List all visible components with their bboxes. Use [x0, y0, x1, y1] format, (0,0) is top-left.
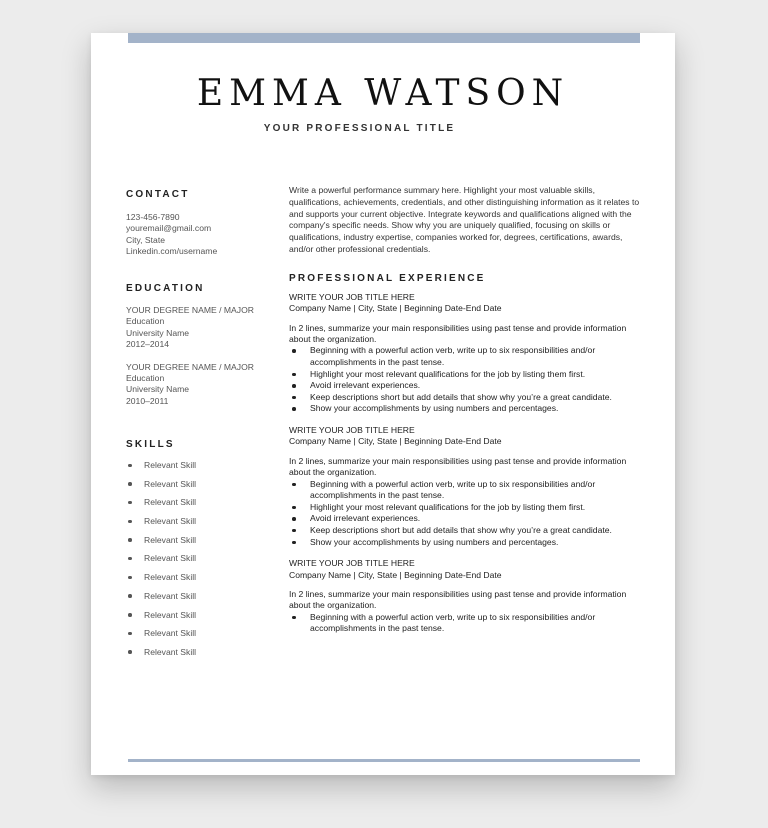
job-entry — [289, 292, 649, 415]
skill-item: Relevant Skill — [126, 497, 276, 516]
experience-heading: PROFESSIONAL EXPERIENCE — [289, 272, 486, 284]
job-bullets — [289, 612, 649, 635]
job-entry — [289, 425, 649, 548]
job-description: In 2 lines, summarize your main responsibilities using past tense and provide information about the organization. — [289, 588, 627, 611]
skill-item: Relevant Skill — [126, 516, 276, 535]
right-column — [289, 185, 649, 645]
skills-list — [126, 460, 276, 666]
skill-item: Relevant Skill — [126, 535, 276, 554]
job-bullet: Highlight your most relevant qualifications for the job by listing them first. — [289, 502, 649, 514]
skill-item: Relevant Skill — [126, 647, 276, 666]
job-entry — [289, 558, 649, 635]
job-bullet: Highlight your most relevant qualifications for the job by listing them first. — [289, 369, 649, 381]
skills-heading: SKILLS — [126, 439, 175, 450]
job-meta: Company Name | City, State | Beginning Date-End Date — [289, 569, 502, 580]
education-heading: EDUCATION — [126, 283, 205, 294]
skill-item: Relevant Skill — [126, 572, 276, 591]
bottom-accent-rule — [128, 759, 640, 762]
resume-name: EMMA WATSON — [196, 73, 570, 114]
resume-page — [91, 33, 675, 775]
job-bullet: Show your accomplishments by using numbers and percentages. — [289, 537, 649, 549]
skill-item: Relevant Skill — [126, 610, 276, 629]
performance-summary: Write a powerful performance summary here. Highlight your most valuable skills, qualifications, achievements, credentials, and other distinguishing information as it relates to and supports your current objective. Integrate keywords and qualifications aligned with the company's specific needs. Show why you are uniquely qualified, focusing on skills or qualifications, industry expertise, companies worked for, degrees, certifications, awards, and/or other professional credentials. — [289, 185, 640, 254]
job-meta: Company Name | City, State | Beginning Date-End Date — [289, 436, 502, 447]
contact-details — [126, 212, 276, 258]
job-title: WRITE YOUR JOB TITLE HERE — [289, 424, 415, 435]
job-bullet: Avoid irrelevant experiences. — [289, 380, 649, 392]
skills-section — [126, 439, 276, 666]
education-years: 2010–2011 — [126, 395, 169, 406]
job-bullet: Keep descriptions short but add details that show why you’re a great candidate. — [289, 525, 649, 537]
skill-item: Relevant Skill — [126, 591, 276, 610]
degree-name: YOUR DEGREE NAME / MAJOR — [126, 305, 254, 315]
education-entry — [126, 362, 276, 408]
job-bullet: Avoid irrelevant experiences. — [289, 513, 649, 525]
contact-email: youremail@gmail.com — [126, 223, 212, 234]
education-years: 2012–2014 — [126, 339, 170, 350]
contact-linkedin: Linkedin.com/username — [126, 246, 218, 257]
job-title: WRITE YOUR JOB TITLE HERE — [289, 558, 415, 569]
contact-phone: 123-456-7890 — [126, 212, 180, 222]
education-type: Education — [126, 373, 165, 384]
job-title: WRITE YOUR JOB TITLE HERE — [289, 291, 415, 302]
university-name: University Name — [126, 384, 190, 395]
job-bullets — [289, 345, 649, 415]
skill-item: Relevant Skill — [126, 628, 276, 647]
job-bullet: Beginning with a powerful action verb, write up to six responsibilities and/or accomplishments in the past tense. — [289, 479, 649, 502]
job-bullet: Keep descriptions short but add details that show why you’re a great candidate. — [289, 392, 649, 404]
contact-location: City, State — [126, 234, 166, 245]
education-list — [126, 305, 276, 407]
contact-heading: CONTACT — [126, 189, 190, 200]
skill-item: Relevant Skill — [126, 460, 276, 479]
education-type: Education — [126, 316, 165, 327]
professional-title: YOUR PROFESSIONAL TITLE — [263, 123, 456, 134]
job-bullet: Show your accomplishments by using numbers and percentages. — [289, 403, 649, 415]
job-description: In 2 lines, summarize your main responsibilities using past tense and provide information about the organization. — [289, 455, 627, 478]
skill-item: Relevant Skill — [126, 553, 276, 572]
job-bullets — [289, 479, 649, 549]
experience-list — [289, 292, 649, 635]
degree-name: YOUR DEGREE NAME / MAJOR — [126, 361, 254, 372]
job-meta: Company Name | City, State | Beginning Date-End Date — [289, 303, 502, 314]
university-name: University Name — [126, 327, 190, 338]
job-bullet: Beginning with a powerful action verb, write up to six responsibilities and/or accomplishments in the past tense. — [289, 345, 649, 368]
education-section — [126, 283, 276, 407]
job-bullet: Beginning with a powerful action verb, write up to six responsibilities and/or accomplishments in the past tense. — [289, 612, 649, 635]
contact-section — [126, 189, 276, 258]
skill-item: Relevant Skill — [126, 479, 276, 498]
top-accent-bar — [128, 33, 640, 43]
education-entry — [126, 305, 276, 351]
job-description: In 2 lines, summarize your main responsibilities using past tense and provide information about the organization. — [289, 322, 627, 344]
